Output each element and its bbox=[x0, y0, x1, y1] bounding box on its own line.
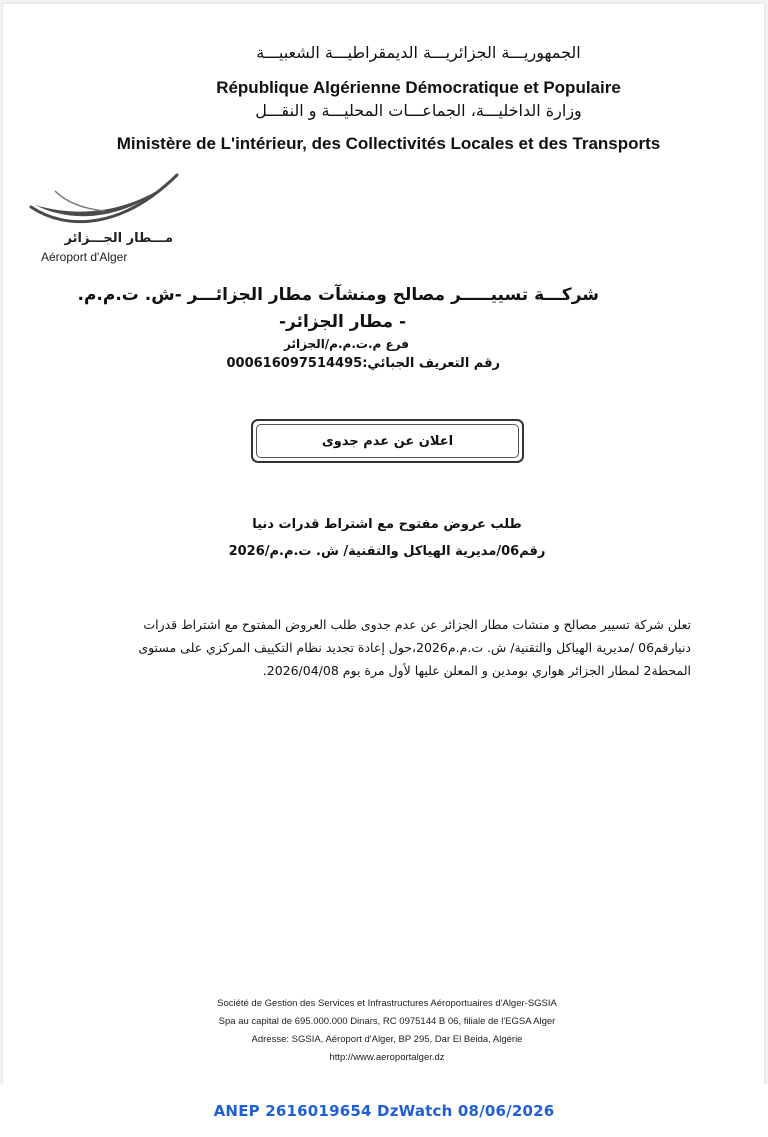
notice-reference: رقم06/مديرية الهياكل والتقنية/ ش. ت.م.م/2026 bbox=[228, 544, 546, 559]
company-tax-id: رقم التعريف الجبائي:000616097514495 bbox=[226, 356, 500, 371]
header-ministry-arabic: وزارة الداخليـــة، الجماعـــات المحليـــة و النقـــل bbox=[255, 101, 582, 120]
notice-body bbox=[73, 613, 691, 682]
notice-title: اعلان عن عدم جدوى bbox=[321, 433, 454, 449]
footer-website: http://www.aeroportalger.dz bbox=[329, 1052, 445, 1063]
notice-body-line: دنيارقم06 /مديرية الهياكل والتقنية/ ش. ت.م.م2026،حول إعادة تجديد نظام التكييف المركزي على مستوى bbox=[138, 640, 691, 655]
notice-body-line: المحطة2 لمطار الجزائر هواري بومدين و المعلن عليها لأول مرة يوم 2026/04/08. bbox=[262, 663, 691, 678]
notice-subtitle: طلب عروض مفتوح مع اشتراط قدرات دنيا bbox=[252, 517, 522, 532]
header-republic-arabic: الجمهوريـــة الجزائريـــة الديمقراطيـــة الشعبيـــة bbox=[256, 43, 581, 62]
header-ministry-french: Ministère de L'intérieur, des Collectivités Locales et des Transports bbox=[116, 134, 661, 153]
footer-company: Société de Gestion des Services et Infrastructures Aéroportuaires d'Alger-SGSIA bbox=[217, 998, 557, 1009]
company-branch: فرع م.ت.م.م/الجزائر bbox=[283, 337, 409, 351]
company-subname: - مطار الجزائر- bbox=[278, 312, 406, 332]
header-republic-french: République Algérienne Démocratique et Populaire bbox=[216, 78, 621, 97]
notice-body-line: تعلن شركة تسيير مصالح و منشات مطار الجزائر عن عدم جدوى طلب العروض المفتوح مع اشتراط قدرات bbox=[143, 617, 691, 632]
footer-capital: Spa au capital de 695.000.000 Dinars, RC 0975144 B 06, filiale de l'EGSA Alger bbox=[218, 1016, 556, 1027]
logo-arabic-text: مـــطار الجـــزائر bbox=[64, 231, 173, 246]
source-watermark: ANEP 2616019654 DzWatch 08/06/2026 bbox=[213, 1102, 555, 1120]
logo-french-text: Aéroport d'Alger bbox=[41, 250, 128, 264]
footer bbox=[3, 995, 768, 1067]
footer-address: Adresse: SGSIA, Aéroport d'Alger, BP 295, Dar El Beida, Algérie bbox=[251, 1034, 523, 1045]
company-name: شركـــة تسييـــــر مصالح ومنشآت مطار الجزائـــر -ش. ت.م.م. bbox=[77, 285, 599, 305]
notice-title-box bbox=[251, 419, 524, 463]
document-page bbox=[3, 4, 764, 1084]
